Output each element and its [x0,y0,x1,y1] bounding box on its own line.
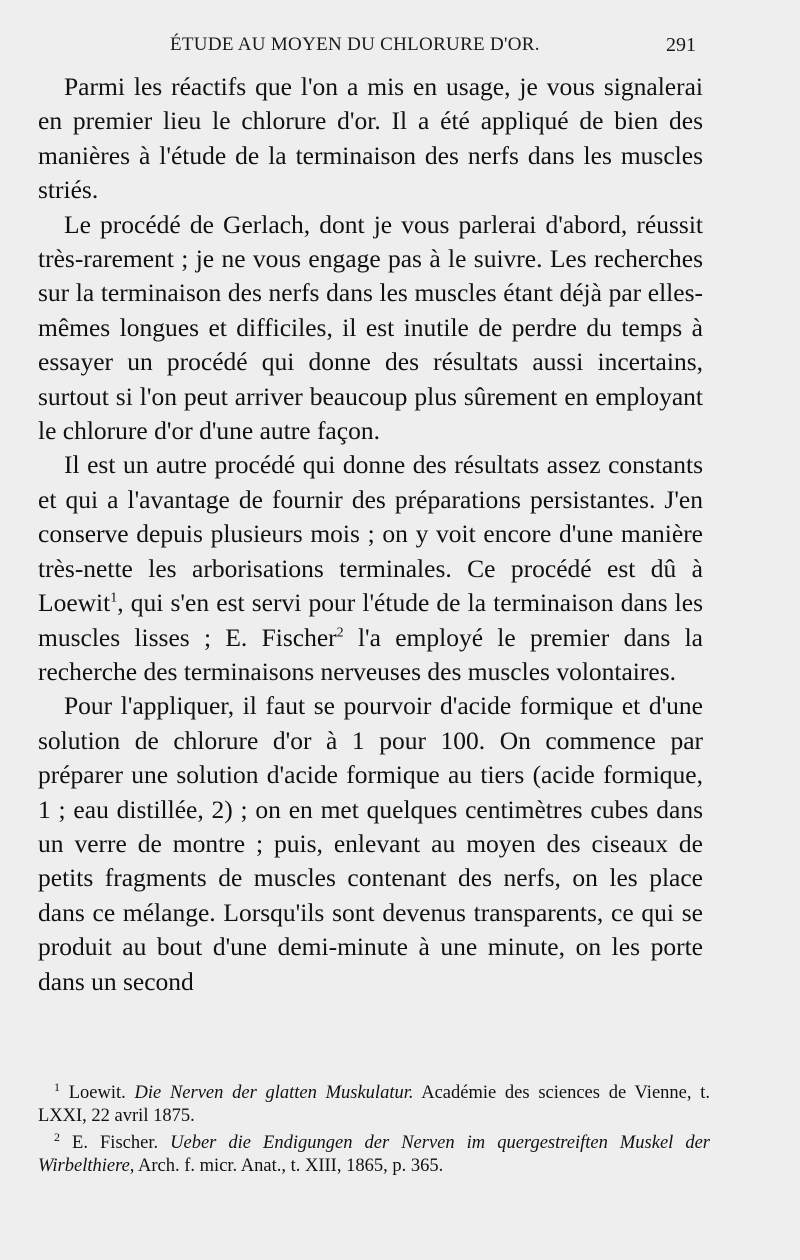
paragraph-2: Le procédé de Gerlach, dont je vous parlerai d'abord, réussit très-rarement ; je ne vous engage pas à le suivre. Les recherches sur la terminaison des nerfs dans les muscles étant déjà par elles-mêmes longues et difficiles, il est inutile de perdre du temps à essayer un procédé qui donne des résultats aussi incertains, surtout si l'on peut arriver beaucoup plus sûrement en employant le chlorure d'or d'une autre façon. [38,209,703,446]
paragraph-1: Parmi les réactifs que l'on a mis en usage, je vous signalerai en premier lieu le chlorure d'or. Il a été appliqué de bien des manières à l'étude de la terminaison des nerfs dans les muscles striés. [38,72,703,205]
footnote-mark: 2 [54,1129,60,1144]
footnote-1 [38,1079,710,1128]
footnote-title: Ueber die Endigungen der Nerven im quergestreiften Muskel der Wirbelthiere, [38,1133,711,1176]
footnote-2 [38,1129,711,1178]
page-number: 291 [666,34,696,56]
body-text [38,70,703,999]
footnote-reference-1[interactable]: 1 [110,590,118,606]
paragraph-4: Pour l'appliquer, il faut se pourvoir d'acide formique et d'une solution de chlorure d'or à 1 pour 100. On commence par préparer une solution d'acide formique au tiers (acide formique, 1 ; eau distillée, 2) ; on en met quelques centimètres cubes dans un verre de montre ; puis, enlevant au moyen des ciseaux de petits fragments de muscles contenant des nerfs, on les place dans ce mélange. Lorsqu'ils sont devenus transparents, ce qui se produit au bout d'une demi-minute à une minute, on les porte dans un second [38,691,703,996]
footnotes [38,1079,711,1182]
paragraph-3-part-2: , qui s'en est servi pour l'étude de la terminaison dans les muscles lisses ; E. Fischer [38,588,703,652]
footnote-title: Die Nerven der glatten Muskulatur. [134,1083,414,1103]
running-title: ÉTUDE AU MOYEN DU CHLORURE D'OR. [170,34,540,55]
footnote-citation: Académie des sciences de Vienne, t. LXXI, 22 avril 1875. [38,1083,710,1126]
footnote-mark: 1 [54,1079,60,1094]
footnote-citation: Arch. f. micr. Anat., t. XIII, 1865, p. 365. [134,1156,444,1176]
paragraph-3-part-1: Il est un autre procédé qui donne des résultats assez constants et qui a l'avantage de fournir des préparations persistantes. J'en conserve depuis plusieurs mois ; on y voit encore d'une manière très-nette les arborisations terminales. Ce procédé est dû à Loewit [38,450,703,618]
footnote-author: E. Fischer. [72,1133,159,1153]
paragraph-3 [38,448,703,689]
footnote-author: Loewit. [68,1083,126,1103]
paragraph-3-part-3: l'a employé le premier dans la recherche des terminaisons nerveuses des muscles volontaires. [38,622,704,686]
footnote-reference-2[interactable]: 2 [336,625,344,640]
